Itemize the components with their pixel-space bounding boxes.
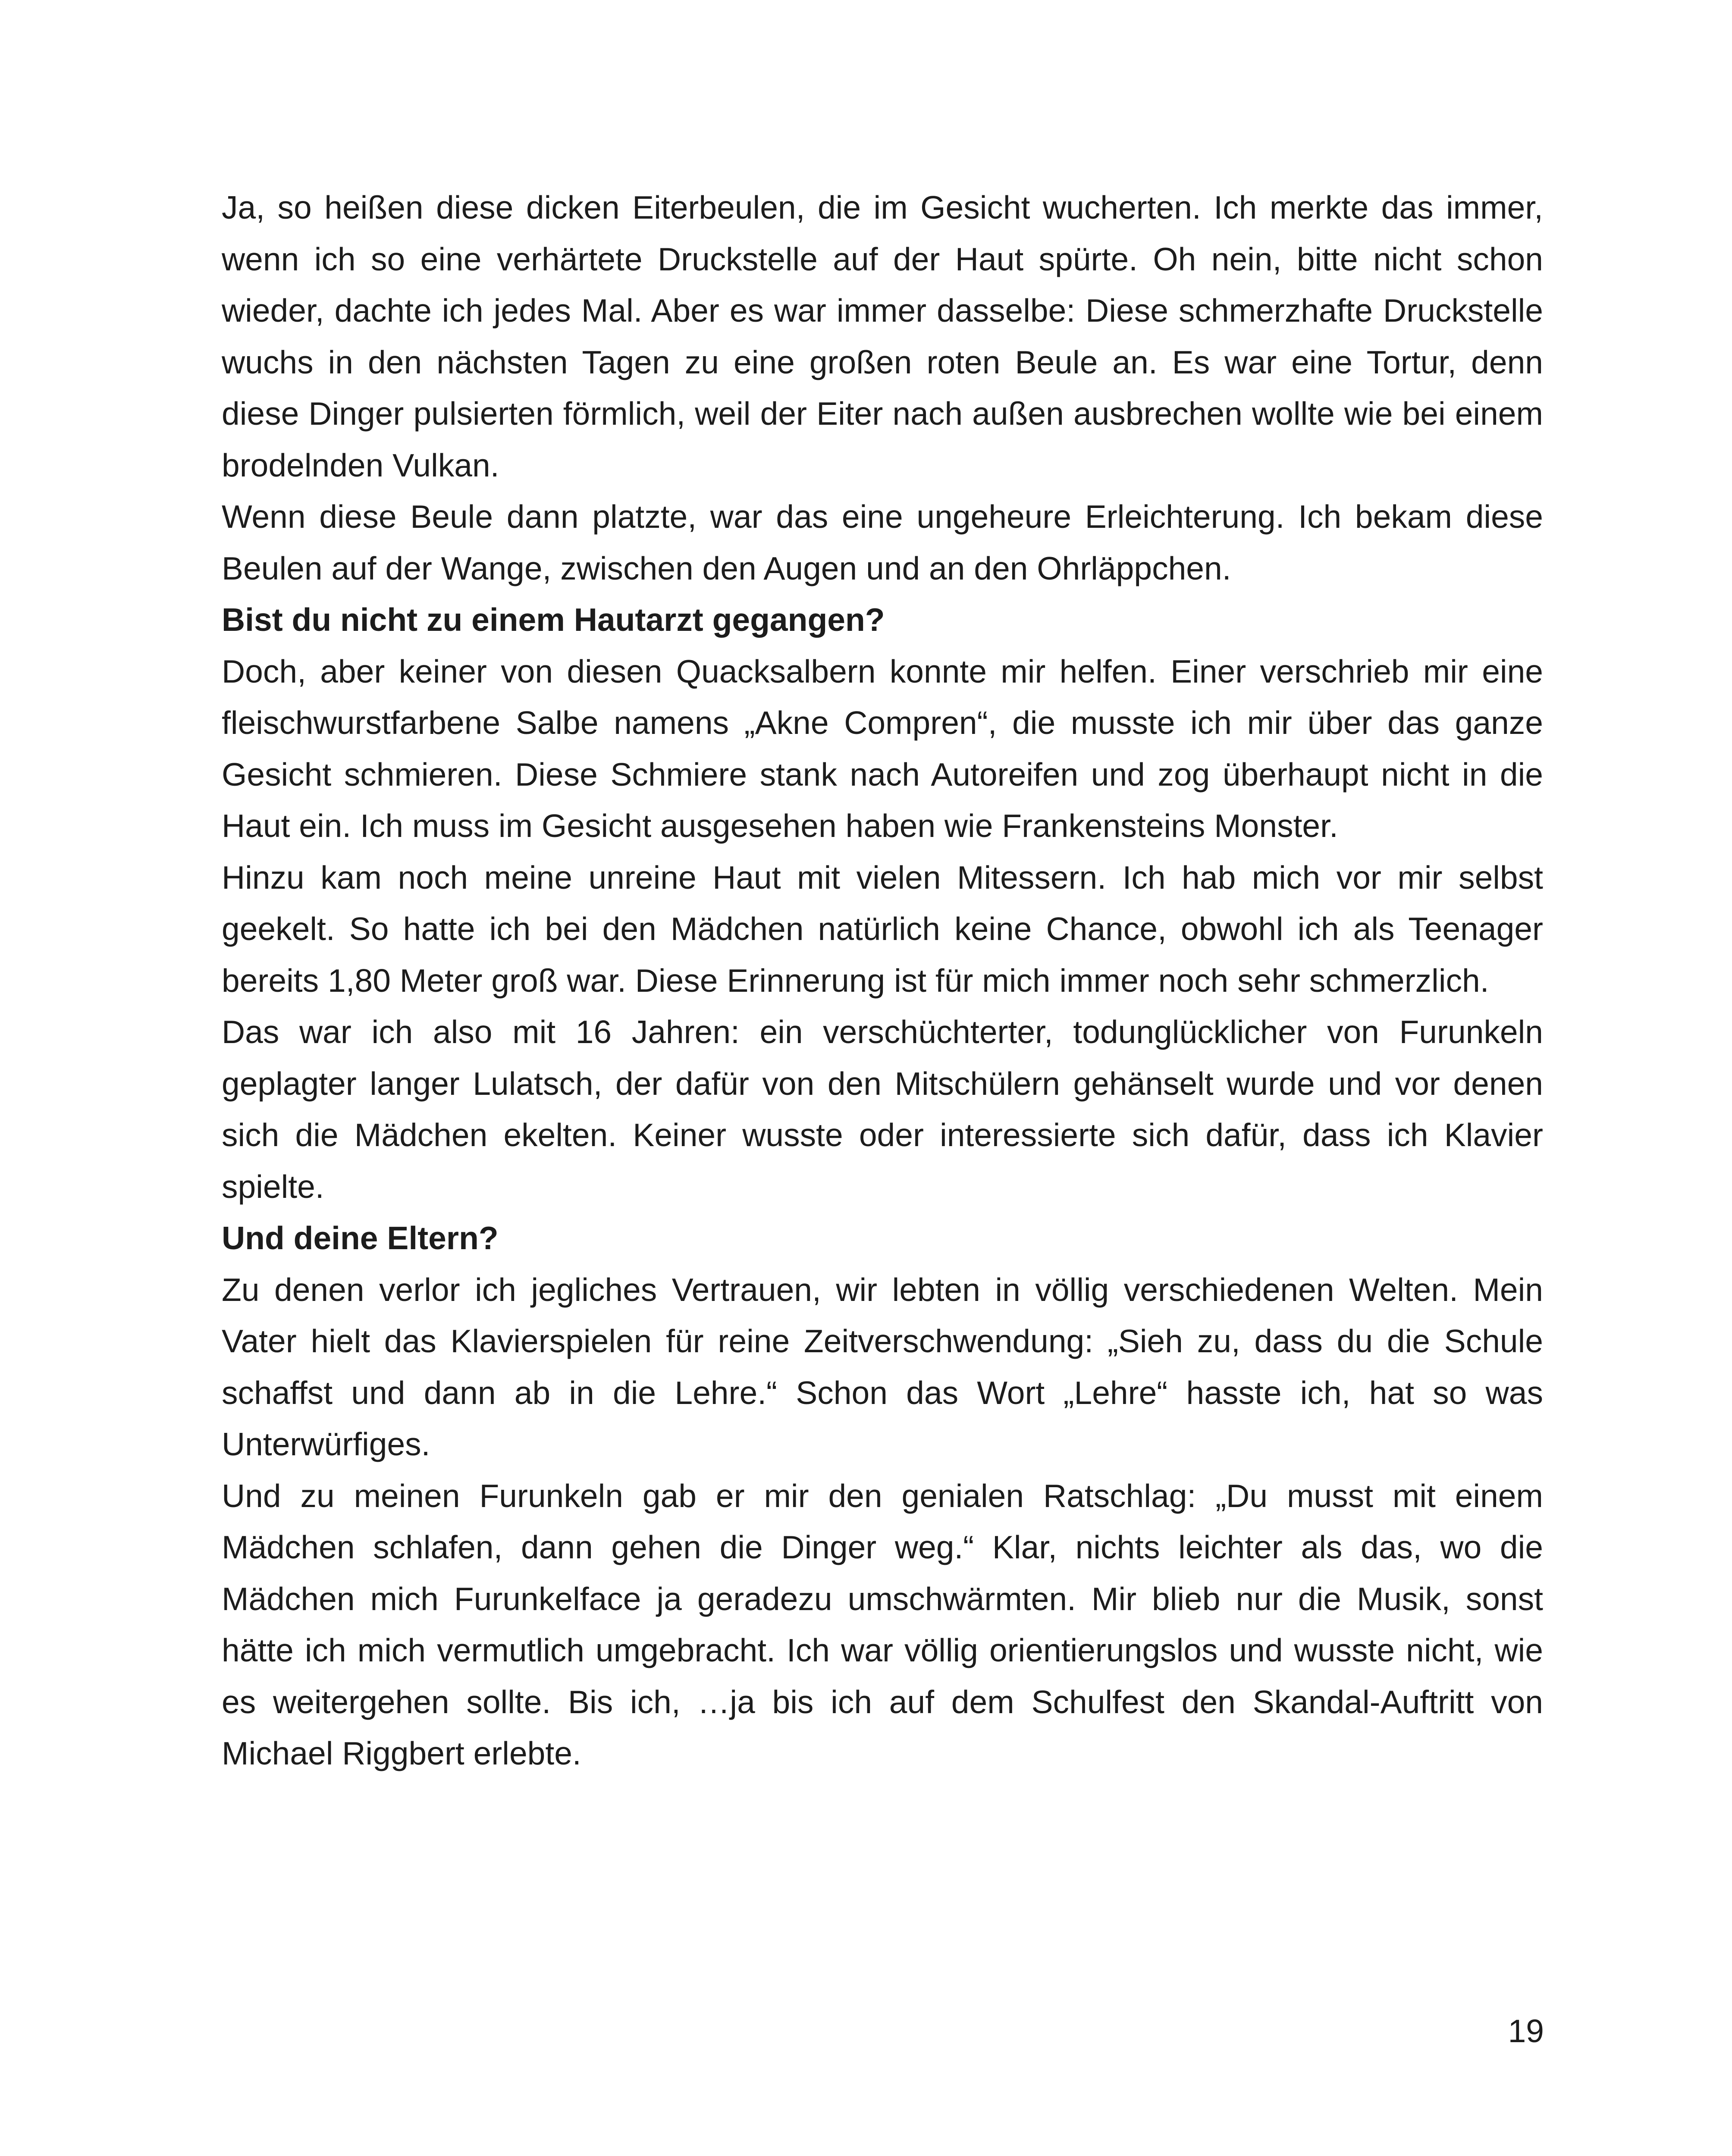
answer-paragraph: Hinzu kam noch meine unreine Haut mit vielen Mitessern. Ich hab mich vor mir selbst geekelt. So hatte ich bei den Mädchen natürlich keine Chance, obwohl ich als Teenager bereits 1,80 Meter groß war. Diese Erinnerung ist für mich immer noch sehr schmerzlich. xyxy=(222,859,1543,999)
body-text xyxy=(222,182,1543,1780)
answer-paragraph: Doch, aber keiner von diesen Quacksalbern konnte mir helfen. Einer verschrieb mir eine fleischwurstfarbene Salbe namens „Akne Compren“, die musste ich mir über das ganze Gesicht schmieren. Diese Schmiere stank nach Autoreifen und zog überhaupt nicht in die Haut ein. Ich muss im Gesicht ausgesehen haben wie Frankensteins Monster. xyxy=(222,653,1543,844)
answer-paragraph: Und zu meinen Furunkeln gab er mir den genialen Ratschlag: „Du musst mit einem Mädchen schlafen, dann gehen die Dinger weg.“ Klar, nichts leichter als das, wo die Mädchen mich Furunkelface ja geradezu umschwärmten. Mir blieb nur die Musik, sonst hätte ich mich vermutlich umgebracht. Ich war völlig orientierungslos und wusste nicht, wie es weitergehen sollte. Bis ich, …ja bis ich auf dem Schulfest den Skandal-Auftritt von Michael Riggbert erlebte. xyxy=(222,1477,1543,1771)
interview-question: Und deine Eltern? xyxy=(222,1220,499,1256)
interview-question: Bist du nicht zu einem Hautarzt gegangen? xyxy=(222,602,885,638)
page-number: 19 xyxy=(1508,2013,1544,2049)
answer-paragraph: Wenn diese Beule dann platzte, war das eine ungeheure Erleichterung. Ich bekam diese Beulen auf der Wange, zwischen den Augen und an den Ohrläppchen. xyxy=(222,498,1543,586)
answer-paragraph: Das war ich also mit 16 Jahren: ein verschüchterter, todunglücklicher von Furunkeln geplagter langer Lulatsch, der dafür von den Mitschülern gehänselt wurde und vor denen sich die Mädchen ekelten. Keiner wusste oder interessierte sich dafür, dass ich Klavier spielte. xyxy=(222,1014,1543,1205)
answer-paragraph: Zu denen verlor ich jegliches Vertrauen, wir lebten in völlig verschiedenen Welten. Mein Vater hielt das Klavierspielen für reine Zeitverschwendung: „Sieh zu, dass du die Schule schaffst und dann ab in die Lehre.“ Schon das Wort „Lehre“ hasste ich, hat so was Unterwürfiges. xyxy=(222,1271,1543,1462)
answer-paragraph: Ja, so heißen diese dicken Eiterbeulen, die im Gesicht wucherten. Ich merkte das immer, wenn ich so eine verhärtete Druckstelle auf der Haut spürte. Oh nein, bitte nicht schon wieder, dachte ich jedes Mal. Aber es war immer dasselbe: Diese schmerzhafte Druckstelle wuchs in den nächsten Tagen zu eine großen roten Beule an. Es war eine Tortur, denn diese Dinger pulsierten förmlich, weil der Eiter nach außen ausbrechen wollte wie bei einem brodelnden Vulkan. xyxy=(222,189,1543,483)
